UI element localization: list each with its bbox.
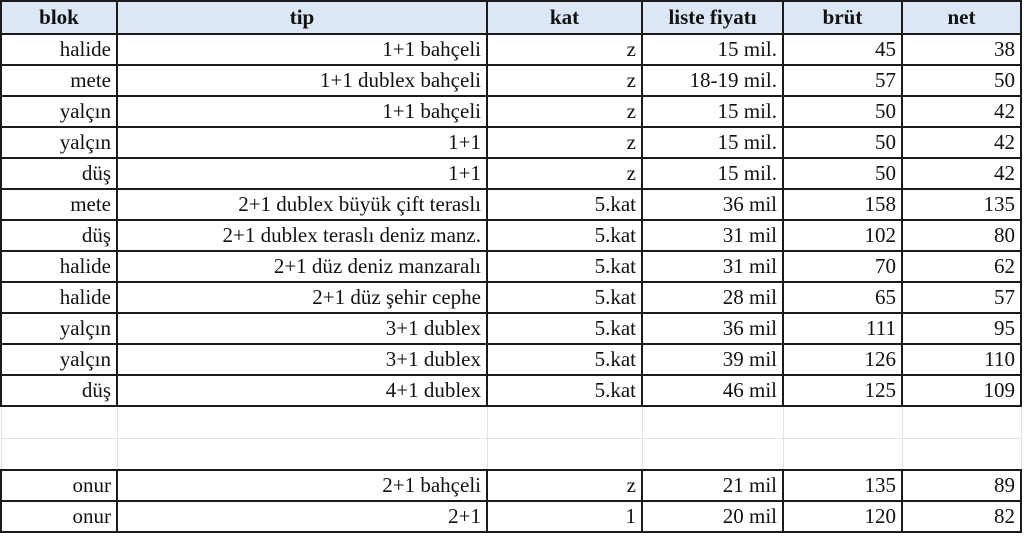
cell-liste-fiyati[interactable]: 39 mil — [642, 344, 783, 375]
table-row — [1, 96, 1021, 127]
cell-net[interactable]: 82 — [902, 501, 1021, 532]
cell-net[interactable]: 50 — [902, 65, 1021, 96]
header-kat[interactable]: kat — [487, 1, 642, 34]
cell-liste-fiyati[interactable]: 15 mil. — [642, 96, 783, 127]
cell-net[interactable]: 42 — [902, 127, 1021, 158]
header-net[interactable]: net — [902, 1, 1021, 34]
cell-tip[interactable]: 2+1 — [117, 501, 487, 532]
table-row — [1, 470, 1021, 501]
cell-brut[interactable]: 126 — [783, 344, 902, 375]
cell-blok[interactable]: mete — [1, 65, 117, 96]
cell-tip[interactable]: 2+1 düz deniz manzaralı — [117, 251, 487, 282]
cell-liste-fiyati[interactable]: 20 mil — [642, 501, 783, 532]
cell-brut[interactable]: 120 — [783, 501, 902, 532]
cell-tip[interactable] — [117, 438, 487, 470]
cell-net[interactable]: 42 — [902, 96, 1021, 127]
cell-tip[interactable]: 2+1 dublex büyük çift teraslı — [117, 189, 487, 220]
cell-blok[interactable]: halide — [1, 34, 117, 65]
table-row — [1, 34, 1021, 65]
table-row — [1, 220, 1021, 251]
table-row — [1, 127, 1021, 158]
header-brut[interactable]: brüt — [783, 1, 902, 34]
cell-blok[interactable]: yalçın — [1, 127, 117, 158]
cell-net[interactable] — [902, 406, 1021, 438]
cell-kat[interactable]: z — [487, 96, 642, 127]
cell-liste-fiyati[interactable]: 18-19 mil. — [642, 65, 783, 96]
header-tip[interactable]: tip — [117, 1, 487, 34]
cell-liste-fiyati[interactable] — [642, 406, 783, 438]
cell-net[interactable]: 38 — [902, 34, 1021, 65]
cell-liste-fiyati[interactable]: 31 mil — [642, 220, 783, 251]
cell-tip[interactable]: 1+1 — [117, 127, 487, 158]
cell-liste-fiyati[interactable]: 15 mil. — [642, 127, 783, 158]
cell-brut[interactable]: 125 — [783, 375, 902, 406]
cell-tip[interactable]: 1+1 dublex bahçeli — [117, 65, 487, 96]
cell-brut[interactable]: 102 — [783, 220, 902, 251]
cell-blok[interactable]: düş — [1, 375, 117, 406]
cell-tip[interactable]: 3+1 dublex — [117, 313, 487, 344]
cell-tip[interactable]: 3+1 dublex — [117, 344, 487, 375]
cell-brut[interactable]: 45 — [783, 34, 902, 65]
header-liste-fiyati[interactable]: liste fiyatı — [642, 1, 783, 34]
cell-net[interactable]: 95 — [902, 313, 1021, 344]
cell-tip[interactable]: 2+1 düz şehir cephe — [117, 282, 487, 313]
cell-tip[interactable]: 1+1 — [117, 158, 487, 189]
cell-tip[interactable]: 1+1 bahçeli — [117, 34, 487, 65]
cell-tip[interactable]: 4+1 dublex — [117, 375, 487, 406]
cell-brut[interactable]: 50 — [783, 158, 902, 189]
empty-row — [1, 438, 1021, 470]
cell-net[interactable]: 80 — [902, 220, 1021, 251]
cell-blok[interactable]: mete — [1, 189, 117, 220]
cell-net[interactable]: 57 — [902, 282, 1021, 313]
cell-brut[interactable] — [783, 406, 902, 438]
cell-tip[interactable] — [117, 406, 487, 438]
header-blok[interactable]: blok — [1, 1, 117, 34]
cell-kat[interactable]: 1 — [487, 501, 642, 532]
table-row — [1, 313, 1021, 344]
cell-kat[interactable]: z — [487, 65, 642, 96]
table-row — [1, 501, 1021, 532]
cell-blok[interactable]: düş — [1, 158, 117, 189]
cell-tip[interactable]: 1+1 bahçeli — [117, 96, 487, 127]
cell-blok[interactable]: halide — [1, 251, 117, 282]
cell-liste-fiyati[interactable]: 21 mil — [642, 470, 783, 501]
table-row — [1, 158, 1021, 189]
header-row — [1, 1, 1021, 34]
cell-brut[interactable]: 50 — [783, 127, 902, 158]
cell-kat[interactable]: 5.kat — [487, 251, 642, 282]
cell-blok[interactable] — [1, 438, 117, 470]
cell-net[interactable]: 42 — [902, 158, 1021, 189]
cell-kat[interactable]: z — [487, 470, 642, 501]
cell-net[interactable]: 89 — [902, 470, 1021, 501]
cell-liste-fiyati[interactable]: 36 mil — [642, 313, 783, 344]
cell-liste-fiyati[interactable]: 36 mil — [642, 189, 783, 220]
cell-liste-fiyati[interactable]: 31 mil — [642, 251, 783, 282]
cell-net[interactable]: 62 — [902, 251, 1021, 282]
cell-kat[interactable]: 5.kat — [487, 313, 642, 344]
cell-kat[interactable]: 5.kat — [487, 282, 642, 313]
cell-kat[interactable] — [487, 438, 642, 470]
cell-brut[interactable]: 50 — [783, 96, 902, 127]
cell-kat[interactable]: z — [487, 34, 642, 65]
cell-brut[interactable]: 135 — [783, 470, 902, 501]
table-row — [1, 375, 1021, 406]
cell-liste-fiyati[interactable]: 28 mil — [642, 282, 783, 313]
cell-liste-fiyati[interactable]: 46 mil — [642, 375, 783, 406]
empty-row — [1, 406, 1021, 438]
table-row — [1, 282, 1021, 313]
cell-blok[interactable] — [1, 406, 117, 438]
table-row — [1, 65, 1021, 96]
cell-brut[interactable]: 158 — [783, 189, 902, 220]
table-row — [1, 189, 1021, 220]
cell-liste-fiyati[interactable]: 15 mil. — [642, 34, 783, 65]
cell-blok[interactable]: yalçın — [1, 344, 117, 375]
cell-kat[interactable]: z — [487, 158, 642, 189]
cell-tip[interactable]: 2+1 dublex teraslı deniz manz. — [117, 220, 487, 251]
table-row — [1, 344, 1021, 375]
cell-kat[interactable] — [487, 406, 642, 438]
cell-blok[interactable]: halide — [1, 282, 117, 313]
cell-kat[interactable]: 5.kat — [487, 344, 642, 375]
cell-net[interactable]: 110 — [902, 344, 1021, 375]
cell-net[interactable] — [902, 438, 1021, 470]
cell-brut[interactable]: 70 — [783, 251, 902, 282]
table-row — [1, 251, 1021, 282]
cell-blok[interactable]: onur — [1, 501, 117, 532]
cell-blok[interactable]: onur — [1, 470, 117, 501]
cell-blok[interactable]: düş — [1, 220, 117, 251]
cell-brut[interactable]: 65 — [783, 282, 902, 313]
cell-kat[interactable]: z — [487, 127, 642, 158]
cell-brut[interactable]: 111 — [783, 313, 902, 344]
cell-liste-fiyati[interactable] — [642, 438, 783, 470]
cell-kat[interactable]: 5.kat — [487, 220, 642, 251]
cell-brut[interactable] — [783, 438, 902, 470]
cell-kat[interactable]: 5.kat — [487, 189, 642, 220]
cell-net[interactable]: 109 — [902, 375, 1021, 406]
cell-brut[interactable]: 57 — [783, 65, 902, 96]
cell-kat[interactable]: 5.kat — [487, 375, 642, 406]
cell-tip[interactable]: 2+1 bahçeli — [117, 470, 487, 501]
cell-liste-fiyati[interactable]: 15 mil. — [642, 158, 783, 189]
cell-net[interactable]: 135 — [902, 189, 1021, 220]
cell-blok[interactable]: yalçın — [1, 96, 117, 127]
cell-blok[interactable]: yalçın — [1, 313, 117, 344]
